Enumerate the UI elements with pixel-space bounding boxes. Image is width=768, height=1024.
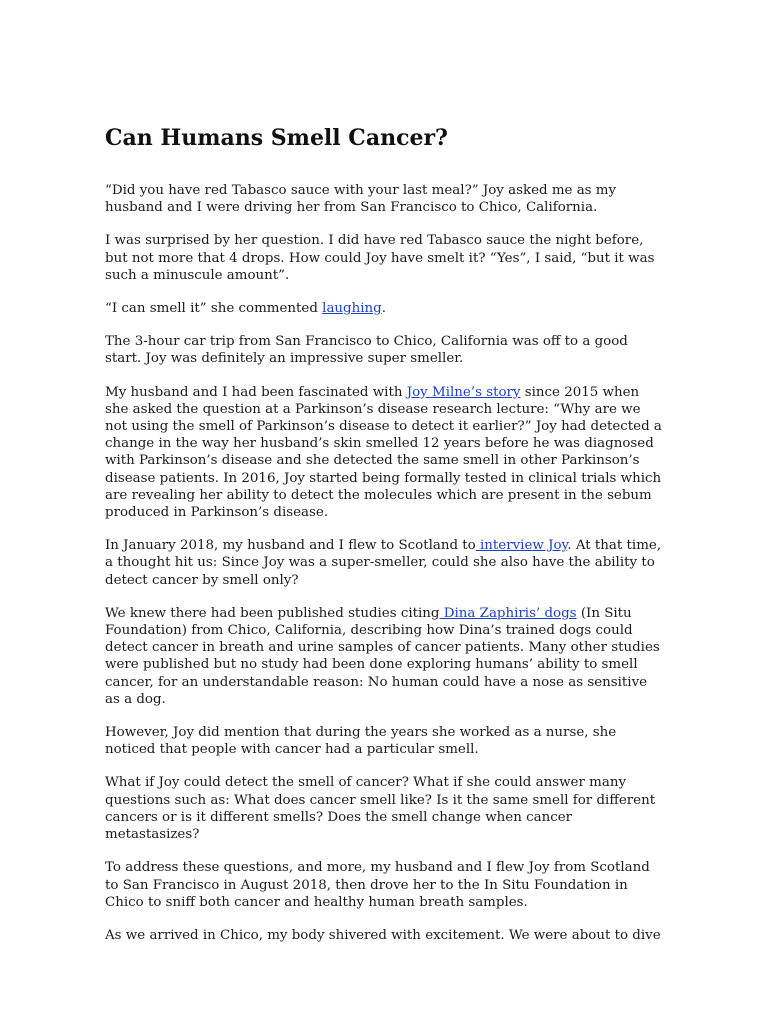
dina-zaphiris-dogs-link[interactable]: Dina Zaphiris’ dogs <box>439 605 577 621</box>
paragraph-6-rest: . At that time, a thought hit us: Since Joy was a super-smeller, could she also have the ability to detect cancer by smell only? <box>105 538 662 588</box>
paragraph-5-rest: since 2015 when she asked the question at a Parkinson’s disease research lecture: “Why are we not using the smell of Parkinson’s disease to detect it earlier?” Joy had detected a change in the way her husband’s skin smelled 12 years before he was diagnosed with Parkinson’s disease and she detected the same smell in other Parkinson’s disease patients. In 2016, Joy started being formally tested in clinical trials which are revealing her ability to detect the molecules which are present in the sebum produced in Parkinson’s disease. <box>105 384 662 521</box>
article-title: Can Humans Smell Cancer? <box>105 125 448 151</box>
paragraph-3-text: “I can smell it” she commented <box>105 301 323 317</box>
laughing-link[interactable]: laughing <box>322 301 382 317</box>
paragraph-7 <box>105 605 665 708</box>
paragraph-5 <box>105 384 665 522</box>
paragraph-3 <box>105 300 665 317</box>
paragraph-1: “Did you have red Tabasco sauce with your last meal?” Joy asked me as my husband and I were driving her from San Francisco to Chico, California. <box>105 183 617 216</box>
article-body <box>105 182 665 960</box>
paragraph-6 <box>105 537 665 589</box>
paragraph-4: The 3-hour car trip from San Francisco to Chico, California was off to a good start. Joy was definitely an impressive super smeller. <box>105 334 628 367</box>
paragraph-8: However, Joy did mention that during the years she worked as a nurse, she noticed that people with cancer had a particular smell. <box>105 725 617 758</box>
paragraph-5-text: My husband and I had been fascinated with <box>105 384 407 400</box>
paragraph-7-rest: (In Situ Foundation) from Chico, California, describing how Dina’s trained dogs could detect cancer in breath and urine samples of cancer patients. Many other studies were published but no study had been done exploring humans’ ability to smell cancer, for an understandable reason: No human could have a nose as sensitive as a dog. <box>105 605 660 707</box>
paragraph-3-end: . <box>381 301 386 317</box>
paragraph-7-text: We knew there had been published studies citing <box>105 605 440 621</box>
paragraph-6-text: In January 2018, my husband and I flew to Scotland to <box>105 538 476 554</box>
paragraph-10: To address these questions, and more, my husband and I flew Joy from Scotland to San Francisco in August 2018, then drove her to the In Situ Foundation in Chico to sniff both cancer and healthy human breath samples. <box>105 860 650 910</box>
interview-joy-link[interactable]: interview Joy <box>475 538 568 554</box>
paragraph-9: What if Joy could detect the smell of cancer? What if she could answer many questions such as: What does cancer smell like? Is it the same smell for different cancers or is it different smells? Does the smell change when cancer metastasizes? <box>105 775 656 843</box>
paragraph-11: As we arrived in Chico, my body shivered with excitement. We were about to dive <box>105 927 661 943</box>
joy-milne-story-link[interactable]: Joy Milne’s story <box>406 384 521 400</box>
paragraph-2: I was surprised by her question. I did have red Tabasco sauce the night before, but not more that 4 drops. How could Joy have smelt it? “Yes”, I said, “but it was such a minuscule amount”. <box>105 233 655 283</box>
